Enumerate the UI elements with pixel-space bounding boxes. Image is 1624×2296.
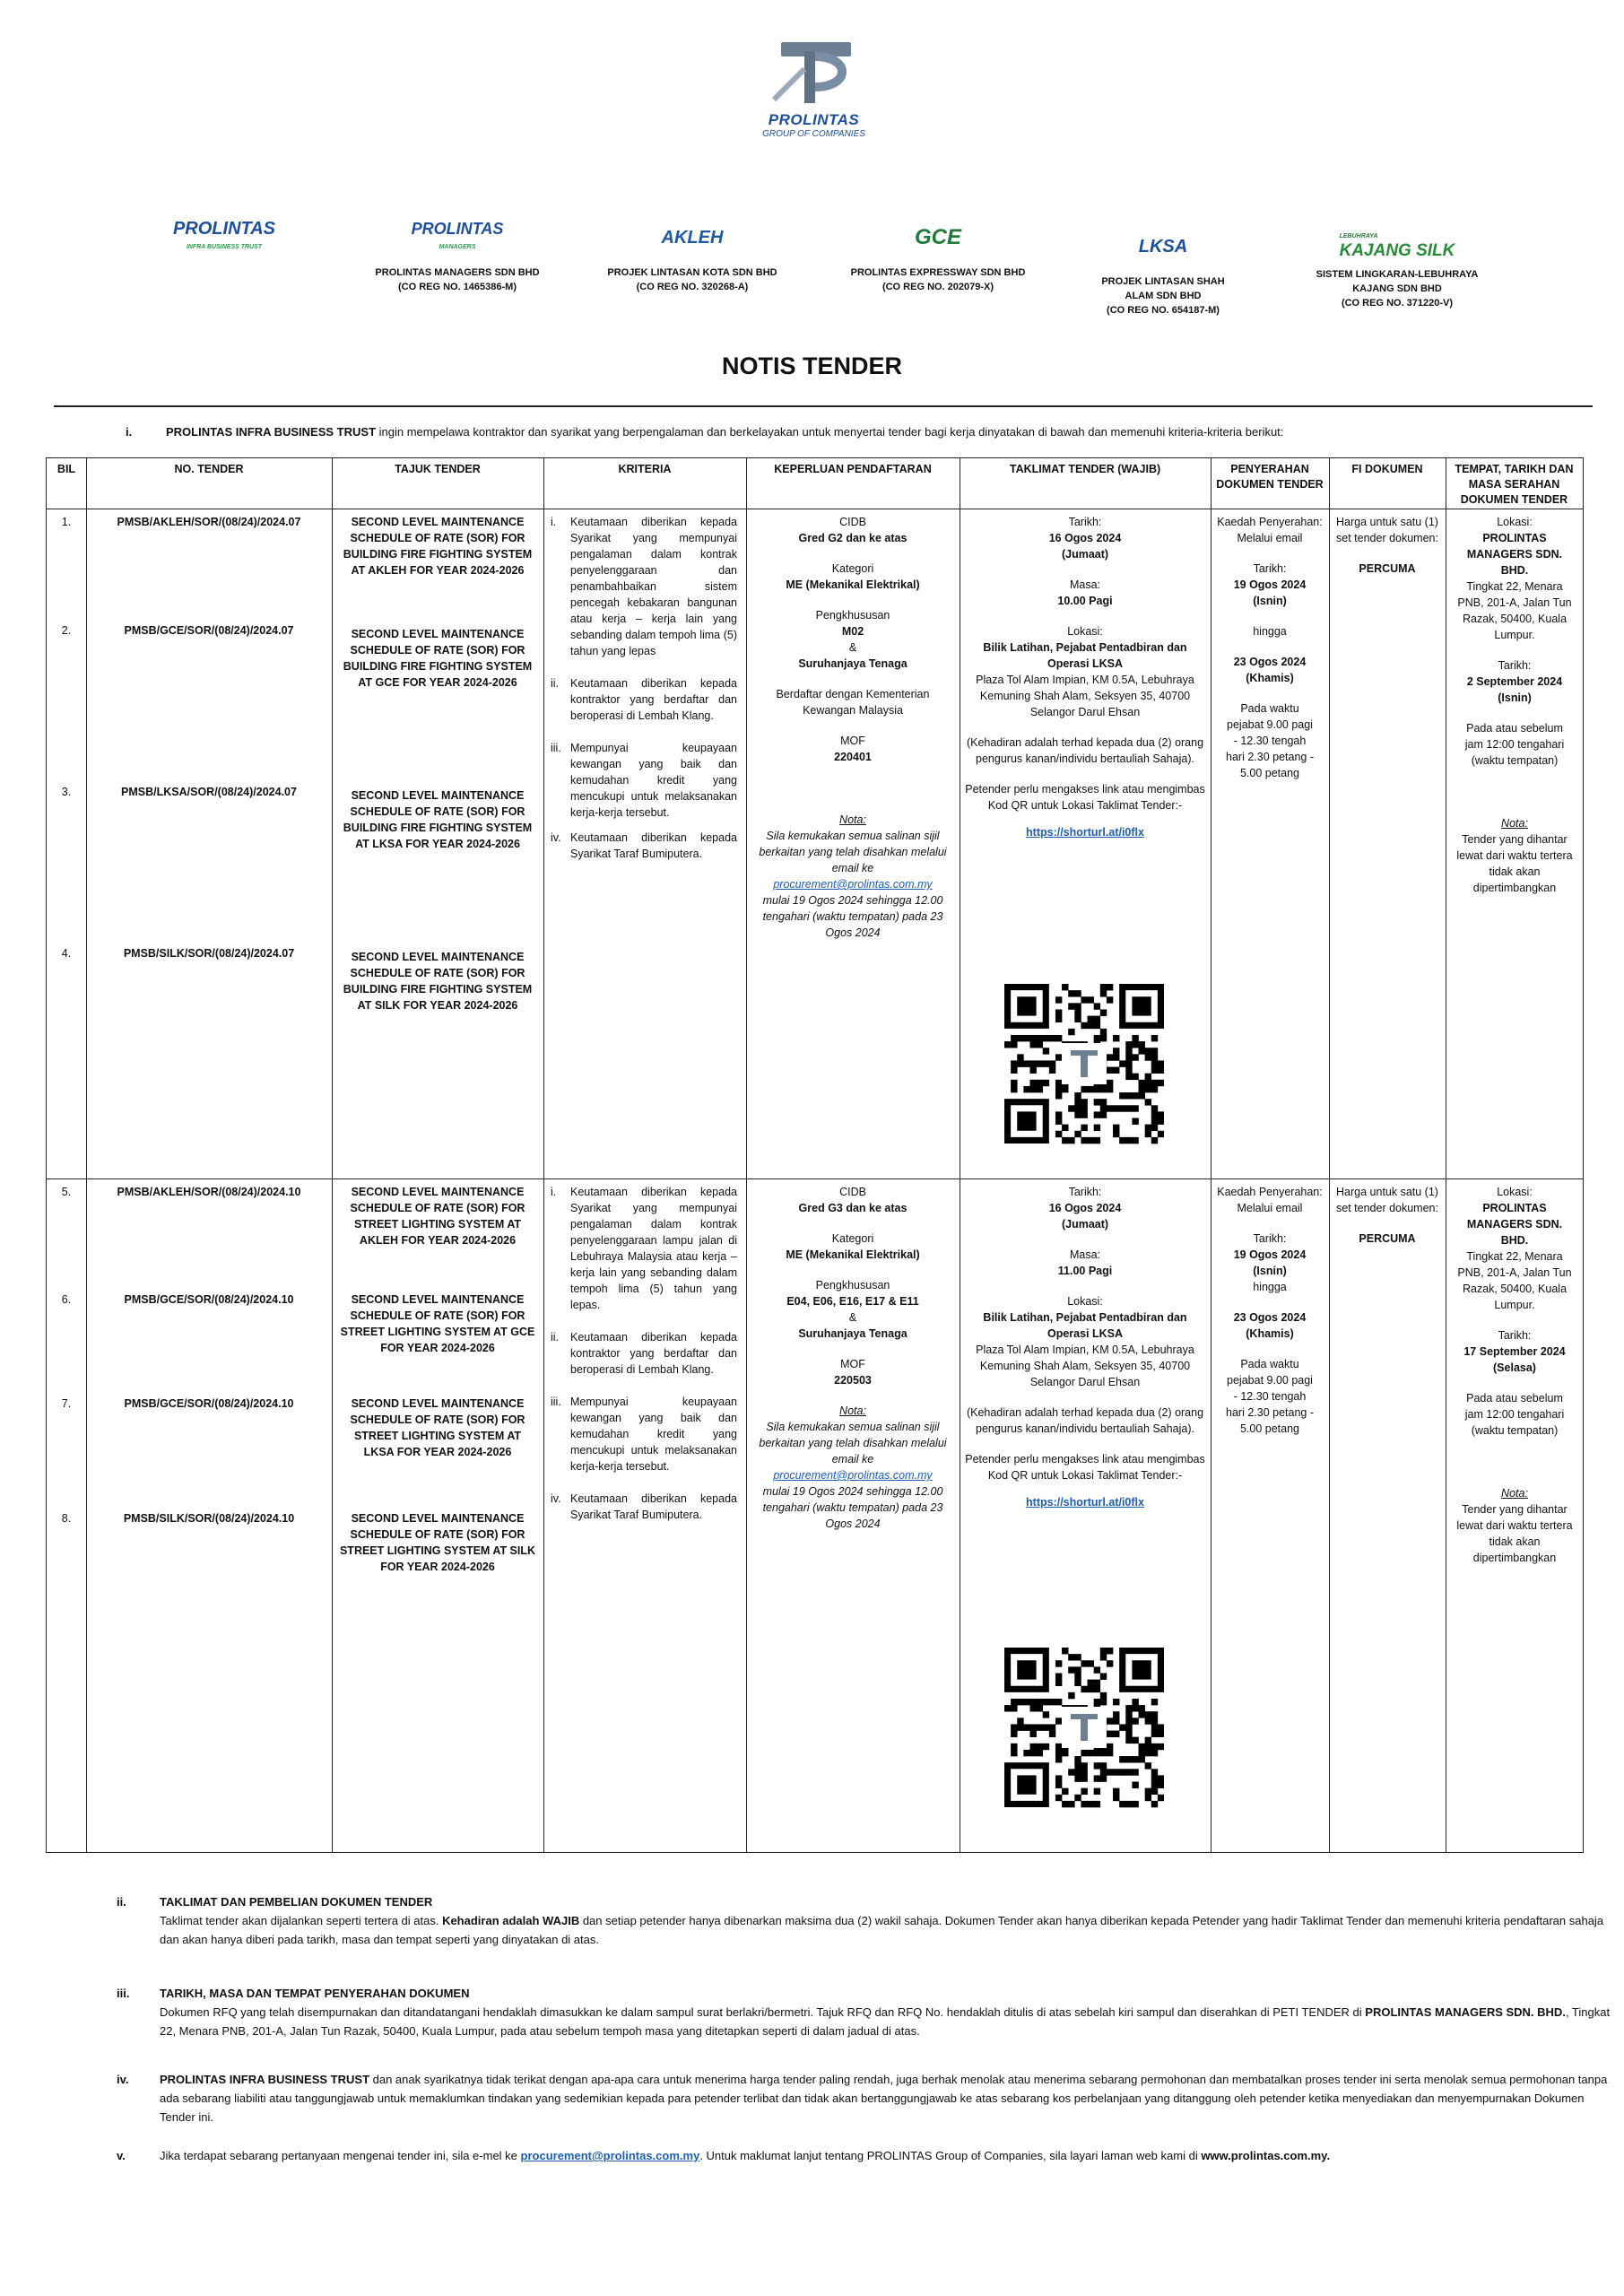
fi-dokumen: Harga untuk satu (1) set tender dokumen: PERCUMA	[1336, 1186, 1438, 1245]
gce-logo-icon: GCE	[914, 225, 961, 249]
row-tajuk: SECOND LEVEL MAINTENANCE SCHEDULE OF RATE (SOR) FOR STREET LIGHTING SYSTEM AT GCE FOR YEAR 2024-2026	[340, 1293, 535, 1354]
company-name: PROJEK LINTASAN SHAH ALAM SDN BHD	[1101, 276, 1225, 301]
row-bil: 7.	[61, 1397, 72, 1410]
silk-logo-icon: LEBUHRAYA KAJANG SILK	[1339, 233, 1455, 260]
row-bil: 6.	[61, 1293, 72, 1306]
company-akleh	[603, 215, 782, 294]
company-reg: (CO REG NO. 320268-A)	[636, 282, 749, 292]
kriteria-list: i. Keutamaan diberikan kepada Syarikat yang mempunyai pengalaman dalam kontrak penyelenggaraan lampu jalan di Lebuhraya Malaysia atau kerja – kerja lain yang sebanding dalam tempoh lima (5) tahun yang lepas. ii. Keutamaan diberikan kepada kontraktor yang berdaftar dan beroperasi di Lembah Klang. iii. Mempunyai keupayaan kewangan yang baik dan kemudahan kredit yang mencukupi untuk melaksanakan kerja-kerja tersebut. iv. Keutamaan diberikan kepada Syarikat Taraf Bumiputera.	[551, 1186, 737, 1521]
header-bil: BIL	[56, 463, 76, 475]
keperluan-pendaftaran: CIDB Gred G3 dan ke atas Kategori ME (Mekanikal Elektrikal) Pengkhususan E04, E06, E16, E17 & E11 & Suruhanjaya Tenaga MOF 220503 Nota: Sila kemukakan semua salinan sijil berkaitan yang telah disahkan melalui email ke procurement@prolintas.com.my mulai 19 Ogos 2024 sehingga 12.00 tengahari (waktu tempatan) pada 23 Ogos 2024	[750, 1184, 956, 1532]
row-no-tender: PMSB/SILK/SOR/(08/24)/2024.07	[123, 947, 295, 960]
website-link[interactable]: www.prolintas.com.my.	[1201, 2149, 1331, 2162]
row-tajuk: SECOND LEVEL MAINTENANCE SCHEDULE OF RATE (SOR) FOR BUILDING FIRE FIGHTING SYSTEM AT AKLEH FOR YEAR 2024-2026	[343, 516, 533, 577]
header-taklimat: TAKLIMAT TENDER (WAJIB)	[1009, 463, 1161, 475]
row-tajuk: SECOND LEVEL MAINTENANCE SCHEDULE OF RATE (SOR) FOR BUILDING FIRE FIGHTING SYSTEM AT SILK FOR YEAR 2024-2026	[343, 951, 533, 1012]
qr-code-icon[interactable]	[1004, 966, 1164, 1161]
akleh-logo-icon: AKLEH	[661, 228, 724, 248]
kriteria-item: Keutamaan diberikan kepada kontraktor yang berdaftar dan beroperasi di Lembah Klang.	[570, 1331, 737, 1376]
company-name: PROLINTAS EXPRESSWAY SDN BHD	[850, 267, 1026, 278]
intro-number: i.	[126, 425, 133, 439]
group-logo-brand: PROLINTAS	[768, 111, 860, 128]
row-tajuk: SECOND LEVEL MAINTENANCE SCHEDULE OF RATE (SOR) FOR STREET LIGHTING SYSTEM AT SILK FOR YEAR 2024-2026	[339, 1512, 536, 1573]
header-tempat: TEMPAT, TARIKH DAN MASA SERAHAN DOKUMEN TENDER	[1455, 463, 1574, 506]
company-reg: (CO REG NO. 654187-M)	[1107, 305, 1220, 316]
prolintas-managers-logo-icon: PROLINTAS MANAGERS	[411, 219, 504, 250]
title-divider	[54, 405, 1593, 407]
kriteria-item: Keutamaan diberikan kepada Syarikat yang mempunyai pengalaman dalam kontrak penyelenggaraan dan penambahbaikan sistem pencegah kebakaran bangunan atau kerja – kerja lain yang sebanding dalam tempoh lima (5) tahun yang lepas	[570, 516, 737, 657]
penyerahan-dokumen: Kaedah Penyerahan: Melalui email Tarikh: 19 Ogos 2024 (Isnin) hingga 23 Ogos 2024 (Khamis) Pada waktu pejabat 9.00 pagi - 12.30 tengah hari 2.30 petang - 5.00 petang	[1217, 516, 1323, 779]
taklimat-tender: Tarikh: 16 Ogos 2024 (Jumaat) Masa: 11.00 Pagi Lokasi: Bilik Latihan, Pejabat Pentadbiran dan Operasi LKSA Plaza Tol Alam Impian, KM 0.5A, Lebuhraya Kemuning Shah Alam, Seksyen 35, 40700 Selangor Darul Ehsan (Kehadiran adalah terhad kepada dua (2) orang pengurus kanan/individu bertauliah Sahaja). Petender perlu mengakses link atau mengimbas Kod QR untuk Lokasi Taklimat Tender:- https://shorturl.at/i0flx	[965, 1186, 1205, 1509]
row-bil: 1.	[61, 516, 72, 528]
row-tajuk: SECOND LEVEL MAINTENANCE SCHEDULE OF RATE (SOR) FOR BUILDING FIRE FIGHTING SYSTEM AT LKSA FOR YEAR 2024-2026	[343, 789, 533, 850]
kriteria-item: Keutamaan diberikan kepada Syarikat Taraf Bumiputera.	[570, 831, 737, 860]
prolintas-logo-icon	[765, 40, 864, 105]
kriteria-item: Keutamaan diberikan kepada Syarikat Taraf Bumiputera.	[570, 1492, 737, 1521]
note-title: TARIKH, MASA DAN TEMPAT PENYERAHAN DOKUMEN	[160, 1987, 470, 2000]
group-logo-sub: GROUP OF COMPANIES	[762, 129, 865, 139]
tempat-serahan: Lokasi: PROLINTAS MANAGERS SDN. BHD. Tingkat 22, Menara PNB, 201-A, Jalan Tun Razak, 50400, Kuala Lumpur. Tarikh: 17 September 2024 (Selasa) Pada atau sebelum jam 12:00 tengahari (waktu tempatan) Nota: Tender yang dihantar lewat dari waktu tertera tidak akan dipertimbangkan	[1456, 1186, 1573, 1564]
group-logo	[758, 40, 870, 139]
company-name: SISTEM LINGKARAN-LEBUHRAYA KAJANG SDN BHD	[1316, 269, 1479, 294]
location-link[interactable]: https://shorturl.at/i0flx	[1026, 826, 1144, 839]
tempat-serahan: Lokasi: PROLINTAS MANAGERS SDN. BHD. Tingkat 22, Menara PNB, 201-A, Jalan Tun Razak, 50400, Kuala Lumpur. Tarikh: 2 September 2024 (Isnin) Pada atau sebelum jam 12:00 tengahari (waktu tempatan) Nota: Tender yang dihantar lewat dari waktu tertera tidak akan dipertimbangkan	[1456, 516, 1573, 894]
company-reg: (CO REG NO. 202079-X)	[881, 282, 994, 292]
company-prolintas-managers	[368, 215, 547, 294]
row-bil: 3.	[61, 786, 72, 798]
email-link[interactable]: procurement@prolintas.com.my	[773, 1469, 933, 1482]
row-bil: 5.	[61, 1186, 72, 1198]
intro-lead: PROLINTAS INFRA BUSINESS TRUST	[166, 425, 377, 439]
header-tajuk: TAJUK TENDER	[395, 463, 481, 475]
row-no-tender: PMSB/GCE/SOR/(08/24)/2024.10	[124, 1293, 294, 1306]
row-bil: 2.	[61, 624, 72, 637]
company-reg: (CO REG NO. 371220-V)	[1341, 298, 1454, 309]
header-kriteria: KRITERIA	[618, 463, 672, 475]
email-link[interactable]: procurement@prolintas.com.my	[773, 878, 933, 891]
row-bil: 8.	[61, 1512, 72, 1525]
company-prolintas-infra	[135, 215, 314, 265]
row-no-tender: PMSB/AKLEH/SOR/(08/24)/2024.07	[117, 516, 301, 528]
company-silk	[1307, 226, 1487, 310]
company-name: PROJEK LINTASAN KOTA SDN BHD	[607, 267, 777, 278]
company-reg: (CO REG NO. 1465386-M)	[397, 282, 517, 292]
row-no-tender: PMSB/GCE/SOR/(08/24)/2024.10	[124, 1397, 294, 1410]
row-no-tender: PMSB/SILK/SOR/(08/24)/2024.10	[123, 1512, 295, 1525]
company-gce	[848, 215, 1028, 294]
note-title: TAKLIMAT DAN PEMBELIAN DOKUMEN TENDER	[160, 1895, 433, 1909]
row-no-tender: PMSB/LKSA/SOR/(08/24)/2024.07	[121, 786, 297, 798]
kriteria-item: Mempunyai keupayaan kewangan yang baik dan kemudahan kredit yang mencukupi untuk melaksanakan kerja-kerja tersebut.	[570, 1396, 737, 1473]
kriteria-list: i. Keutamaan diberikan kepada Syarikat yang mempunyai pengalaman dalam kontrak penyelenggaraan dan penambahbaikan sistem pencegah kebakaran bangunan atau kerja – kerja lain yang sebanding dalam tempoh lima (5) tahun yang lepas ii. Keutamaan diberikan kepada kontraktor yang berdaftar dan beroperasi di Lembah Klang. iii. Mempunyai keupayaan kewangan yang baik dan kemudahan kredit yang mencukupi untuk melaksanakan kerja-kerja tersebut. iv. Keutamaan diberikan kepada Syarikat Taraf Bumiputera.	[551, 516, 737, 860]
tender-table	[46, 457, 1584, 1853]
row-tajuk: SECOND LEVEL MAINTENANCE SCHEDULE OF RATE (SOR) FOR STREET LIGHTING SYSTEM AT AKLEH FOR YEAR 2024-2026	[350, 1186, 525, 1247]
kriteria-item: Keutamaan diberikan kepada kontraktor yang berdaftar dan beroperasi di Lembah Klang.	[570, 677, 737, 722]
prolintas-infra-logo-icon: PROLINTAS INFRA BUSINESS TRUST	[172, 218, 276, 250]
qr-code-icon[interactable]	[1004, 1630, 1164, 1825]
contact-email-link[interactable]: procurement@prolintas.com.my	[520, 2149, 700, 2162]
company-name: PROLINTAS MANAGERS SDN BHD	[375, 267, 540, 278]
header-no-tender: NO. TENDER	[174, 463, 244, 475]
fi-dokumen: Harga untuk satu (1) set tender dokumen: PERCUMA	[1336, 516, 1438, 575]
header-fi: FI DOKUMEN	[1351, 463, 1423, 475]
header-penyerahan: PENYERAHAN DOKUMEN TENDER	[1216, 463, 1324, 491]
header-keperluan: KEPERLUAN PENDAFTARAN	[774, 463, 932, 475]
row-bil: 4.	[61, 947, 72, 960]
row-no-tender: PMSB/GCE/SOR/(08/24)/2024.07	[124, 624, 294, 637]
row-tajuk: SECOND LEVEL MAINTENANCE SCHEDULE OF RATE (SOR) FOR BUILDING FIRE FIGHTING SYSTEM AT GCE FOR YEAR 2024-2026	[343, 628, 533, 689]
penyerahan-dokumen: Kaedah Penyerahan: Melalui email Tarikh: 19 Ogos 2024 (Isnin) hingga 23 Ogos 2024 (Khamis) Pada waktu pejabat 9.00 pagi - 12.30 tengah hari 2.30 petang - 5.00 petang	[1217, 1186, 1323, 1435]
page-title: NOTIS TENDER	[721, 352, 902, 379]
company-lksa	[1087, 224, 1239, 317]
kriteria-item: Keutamaan diberikan kepada Syarikat yang mempunyai pengalaman dalam kontrak penyelenggaraan lampu jalan di Lebuhraya Malaysia atau kerja – kerja lain yang sebanding dalam tempoh lima (5) tahun yang lepas.	[570, 1186, 737, 1311]
row-tajuk: SECOND LEVEL MAINTENANCE SCHEDULE OF RATE (SOR) FOR STREET LIGHTING SYSTEM AT LKSA FOR YEAR 2024-2026	[350, 1397, 525, 1458]
location-link[interactable]: https://shorturl.at/i0flx	[1026, 1496, 1144, 1509]
intro-text: ingin mempelawa kontraktor dan syarikat yang berpengalaman dan berkelayakan untuk menyertai tender bagi kerja dinyatakan di bawah dan memenuhi kriteria-kriteria berikut:	[376, 425, 1284, 439]
row-no-tender: PMSB/AKLEH/SOR/(08/24)/2024.10	[117, 1186, 301, 1198]
kriteria-item: Mempunyai keupayaan kewangan yang baik dan kemudahan kredit yang mencukupi untuk melaksanakan kerja-kerja tersebut.	[570, 742, 737, 819]
taklimat-tender: Tarikh: 16 Ogos 2024 (Jumaat) Masa: 10.00 Pagi Lokasi: Bilik Latihan, Pejabat Pentadbiran dan Operasi LKSA Plaza Tol Alam Impian, KM 0.5A, Lebuhraya Kemuning Shah Alam, Seksyen 35, 40700 Selangor Darul Ehsan (Kehadiran adalah terhad kepada dua (2) orang pengurus kanan/individu bertauliah Sahaja). Petender perlu mengakses link atau mengimbas Kod QR untuk Lokasi Taklimat Tender:- https://shorturl.at/i0flx	[965, 516, 1205, 839]
lksa-logo-icon: LKSA	[1138, 237, 1188, 257]
keperluan-pendaftaran: CIDB Gred G2 dan ke atas Kategori ME (Mekanikal Elektrikal) Pengkhususan M02 & Suruhanjaya Tenaga Berdaftar dengan Kementerian Kewangan Malaysia MOF 220401 Nota: Sila kemukakan semua salinan sijil berkaitan yang telah disahkan melalui email ke procurement@prolintas.com.my mulai 19 Ogos 2024 sehingga 12.00 tengahari (waktu tempatan) pada 23 Ogos 2024	[750, 514, 956, 941]
